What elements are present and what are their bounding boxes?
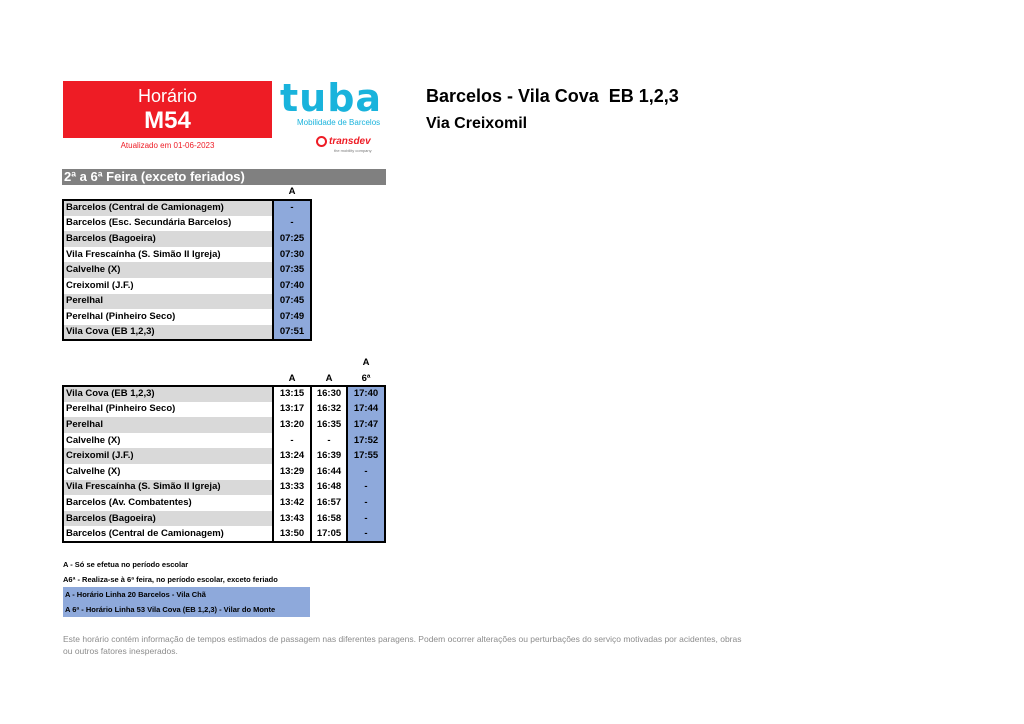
table-row (63, 247, 311, 263)
table-row (63, 480, 385, 496)
table-row (63, 417, 385, 433)
tuba-logo (280, 78, 410, 158)
table-row (63, 448, 385, 464)
inbound-col-head-3-bottom: 6ª (361, 373, 371, 384)
table-row (63, 433, 385, 449)
stop-name: Creixomil (J.F.) (63, 448, 273, 464)
table-row (63, 200, 311, 216)
route-title: Barcelos - Vila Cova EB 1,2,3 (426, 86, 679, 106)
departure-time: 13:42 (273, 495, 311, 511)
departure-time: - (347, 511, 385, 527)
table-row (63, 386, 385, 402)
departure-time: 13:15 (273, 386, 311, 402)
table-row (63, 511, 385, 527)
legend-a6: A6ª - Realiza-se à 6ª feira, no período escolar, exceto feriado (63, 575, 278, 584)
stop-name: Barcelos (Av. Combatentes) (63, 495, 273, 511)
stop-name: Calvelhe (X) (63, 433, 273, 449)
stop-name: Vila Frescaínha (S. Simão II Igreja) (63, 480, 273, 496)
stop-name: Perelhal (Pinheiro Seco) (63, 309, 273, 325)
stop-name: Vila Frescaínha (S. Simão II Igreja) (63, 247, 273, 263)
departure-time: 17:44 (347, 402, 385, 418)
logo-word: tuba (280, 76, 383, 120)
departure-time: 17:55 (347, 448, 385, 464)
departure-time: 07:25 (273, 231, 311, 247)
updated-date: Atualizado em 01-06-2023 (120, 141, 215, 150)
departure-time: 13:43 (273, 511, 311, 527)
inbound-table (62, 385, 386, 543)
table-row (63, 464, 385, 480)
stop-name: Creixomil (J.F.) (63, 278, 273, 294)
departure-time: 07:40 (273, 278, 311, 294)
departure-time: 07:35 (273, 262, 311, 278)
route-via: Via Creixomil (426, 115, 528, 132)
departure-time: 13:24 (273, 448, 311, 464)
legend-a: A - Só se efetua no período escolar (63, 560, 189, 569)
table-row (63, 526, 385, 542)
departure-time: 17:47 (347, 417, 385, 433)
transdev-logo (316, 136, 371, 147)
departure-time: - (347, 495, 385, 511)
departure-time: - (347, 464, 385, 480)
stop-name: Perelhal (63, 417, 273, 433)
table-row (63, 294, 311, 310)
departure-time: 07:45 (273, 294, 311, 310)
departure-time: 07:30 (273, 247, 311, 263)
legend-line20: A - Horário Linha 20 Barcelos - Vila Chã (63, 587, 310, 602)
departure-time: 13:50 (273, 526, 311, 542)
table-row (63, 402, 385, 418)
section-title: 2ª a 6ª Feira (exceto feriados) (62, 169, 386, 185)
logo-subtitle: Mobilidade de Barcelos (297, 118, 381, 127)
departure-time: 16:30 (311, 386, 347, 402)
transdev-text: transdev (329, 136, 371, 148)
transdev-icon (316, 136, 327, 147)
outbound-table (62, 199, 312, 341)
departure-time: 16:44 (311, 464, 347, 480)
departure-time: 13:33 (273, 480, 311, 496)
departure-time: 16:57 (311, 495, 347, 511)
departure-time: 07:49 (273, 309, 311, 325)
departure-time: - (273, 216, 311, 232)
table-row (63, 309, 311, 325)
departure-time: - (273, 433, 311, 449)
disclaimer: Este horário contém informação de tempos estimados de passagem nas diferentes paragens. Podem ocorrer alterações ou perturbações do serviço motivadas por acidentes, obras ou outros fatores inesperados. (63, 634, 742, 656)
stop-name: Perelhal (Pinheiro Seco) (63, 402, 273, 418)
departure-time: 16:48 (311, 480, 347, 496)
departure-time: 17:40 (347, 386, 385, 402)
departure-time: 13:20 (273, 417, 311, 433)
departure-time: 17:52 (347, 433, 385, 449)
stop-name: Barcelos (Bagoeira) (63, 511, 273, 527)
departure-time: 13:29 (273, 464, 311, 480)
line-number: M54 (144, 107, 191, 134)
departure-time: 16:32 (311, 402, 347, 418)
stop-name: Barcelos (Esc. Secundária Barcelos) (63, 216, 273, 232)
schedule-label: Horário (137, 86, 198, 106)
departure-time: 07:51 (273, 325, 311, 341)
departure-time: 13:17 (273, 402, 311, 418)
inbound-col-head-1: A (288, 373, 296, 384)
departure-time: 17:05 (311, 526, 347, 542)
departure-time: 16:39 (311, 448, 347, 464)
inbound-col-head-3-top: A (362, 357, 370, 368)
transdev-tagline: the mobility company (334, 148, 372, 153)
table-row (63, 262, 311, 278)
stop-name: Vila Cova (EB 1,2,3) (63, 386, 273, 402)
departure-time: - (273, 200, 311, 216)
departure-time: 16:35 (311, 417, 347, 433)
stop-name: Barcelos (Central de Camionagem) (63, 526, 273, 542)
departure-time: - (347, 526, 385, 542)
table-row (63, 216, 311, 232)
departure-time: - (347, 480, 385, 496)
outbound-col-head: A (288, 186, 296, 197)
stop-name: Vila Cova (EB 1,2,3) (63, 325, 273, 341)
line-badge (63, 81, 272, 138)
table-row (63, 278, 311, 294)
stop-name: Perelhal (63, 294, 273, 310)
stop-name: Barcelos (Bagoeira) (63, 231, 273, 247)
table-row (63, 495, 385, 511)
inbound-col-head-2: A (325, 373, 333, 384)
stop-name: Calvelhe (X) (63, 262, 273, 278)
table-row (63, 231, 311, 247)
table-row (63, 325, 311, 341)
legend-line53: A 6ª - Horário Linha 53 Vila Cova (EB 1,2,3) - Vilar do Monte (63, 602, 310, 617)
departure-time: - (311, 433, 347, 449)
stop-name: Barcelos (Central de Camionagem) (63, 200, 273, 216)
departure-time: 16:58 (311, 511, 347, 527)
stop-name: Calvelhe (X) (63, 464, 273, 480)
